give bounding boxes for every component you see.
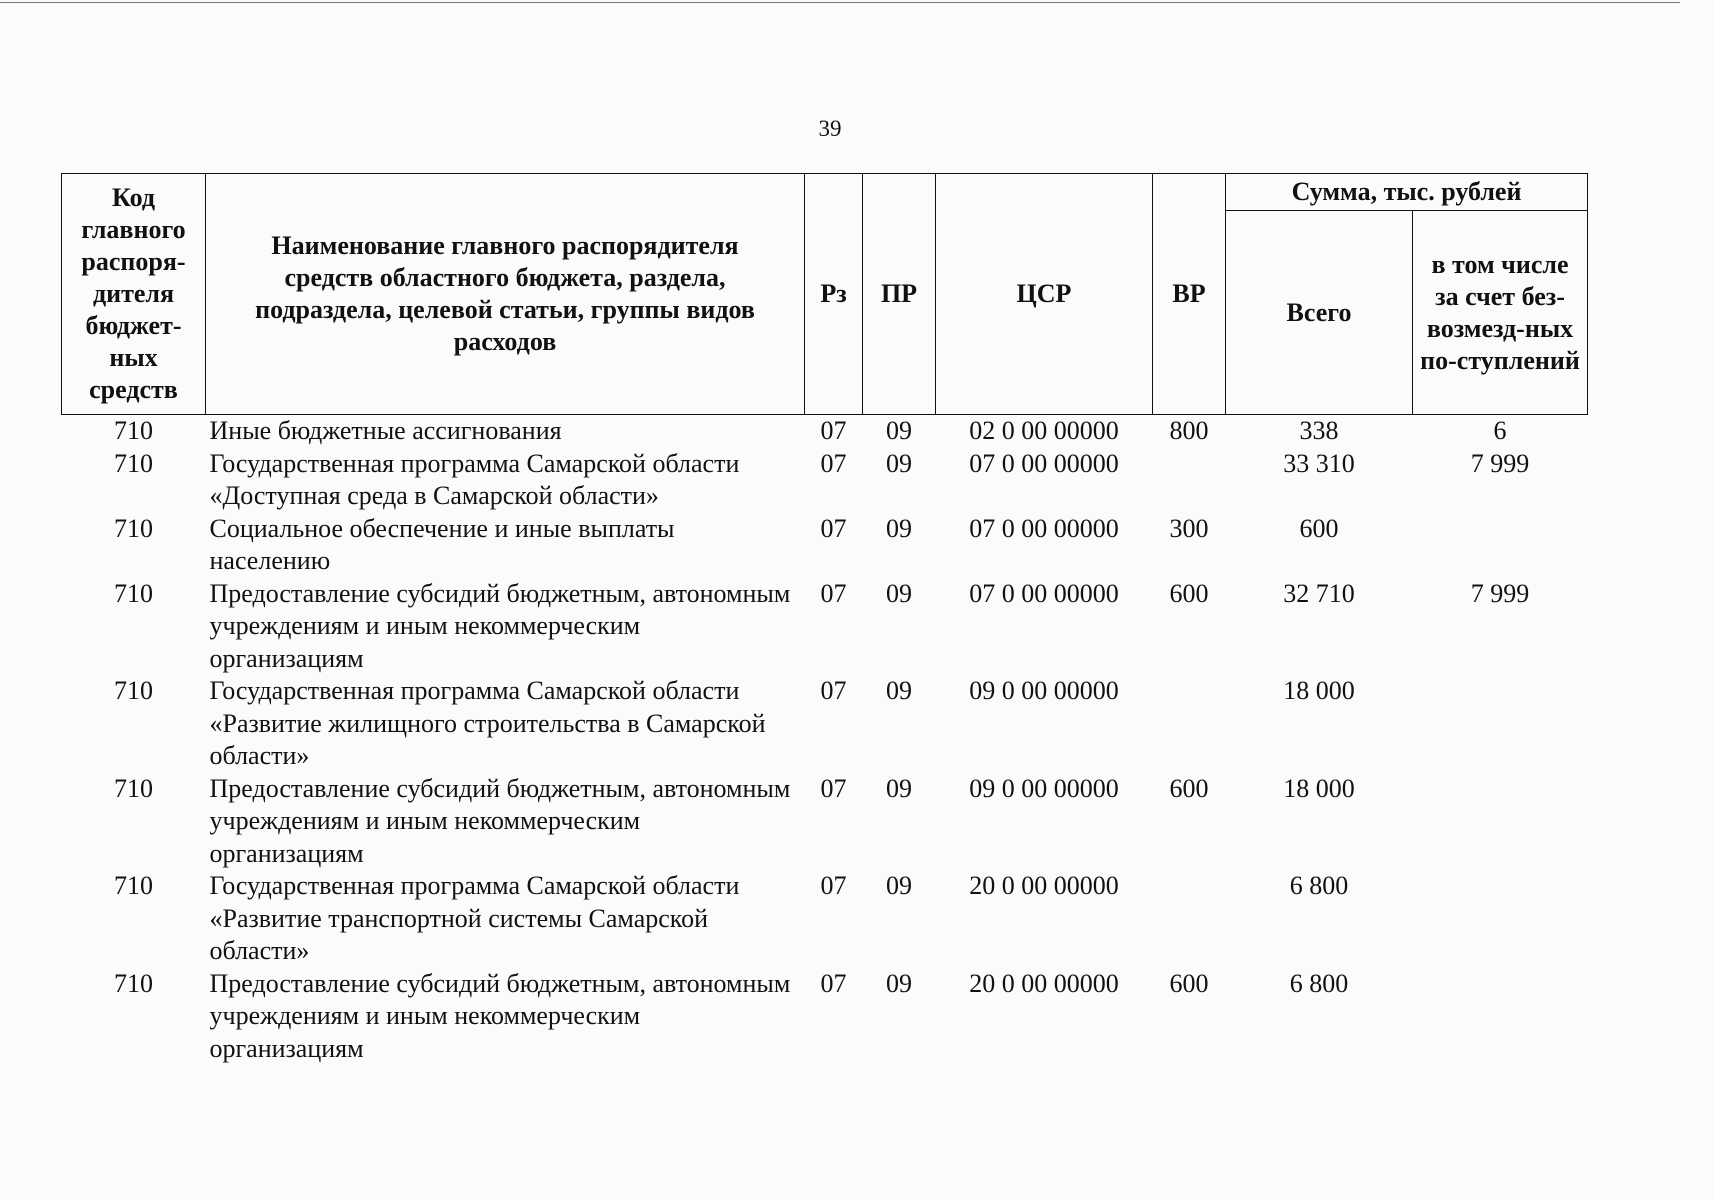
header-total: Всего	[1226, 211, 1413, 415]
row-total: 33 310	[1283, 448, 1355, 478]
row-name: Предоставление субсидий бюджетным, автономным учреждениям и иным некоммерческим организациям	[209, 773, 791, 868]
row-pr: 09	[886, 416, 912, 445]
row-code: 710	[114, 968, 153, 998]
row-vr: 600	[1169, 578, 1209, 608]
table-row	[62, 448, 1588, 513]
table-row	[62, 968, 1588, 1066]
row-rz: 07	[820, 513, 847, 543]
row-name: Предоставление субсидий бюджетным, автономным учреждениям и иным некоммерческим организациям	[209, 578, 791, 673]
row-code: 710	[114, 676, 153, 705]
row-total: 6 800	[1289, 871, 1349, 900]
row-pr: 09	[886, 871, 912, 900]
header-csr: ЦСР	[936, 174, 1153, 415]
row-total: 18 000	[1283, 676, 1355, 705]
row-name: Государственная программа Самарской области «Развитие жилищного строительства в Самарской области»	[209, 676, 766, 770]
header-free: в том числе за счет без-возмезд-ных по-ступлений	[1413, 211, 1588, 415]
row-csr: 07 0 00 00000	[969, 513, 1119, 543]
row-rz: 07	[820, 871, 847, 900]
row-csr: 09 0 00 00000	[969, 773, 1119, 803]
row-vr: 300	[1169, 513, 1209, 543]
top-rule	[0, 2, 1680, 3]
row-pr: 09	[886, 773, 912, 803]
row-free	[1413, 513, 1588, 578]
table-row	[62, 415, 1588, 448]
row-pr: 09	[886, 513, 912, 543]
row-rz: 07	[820, 676, 847, 705]
row-pr: 09	[886, 968, 912, 998]
row-free	[1413, 675, 1588, 773]
row-code: 710	[114, 773, 153, 803]
row-vr	[1153, 870, 1226, 968]
row-rz: 07	[820, 416, 847, 445]
table-row	[62, 675, 1588, 773]
header-name: Наименование главного распорядителя средств областного бюджета, раздела, подраздела, целевой статьи, группы видов расходов	[206, 174, 805, 415]
row-total: 18 000	[1283, 773, 1355, 803]
row-rz: 07	[820, 578, 847, 608]
row-csr: 20 0 00 00000	[969, 871, 1119, 900]
row-free	[1413, 870, 1588, 968]
page-number: 39	[818, 116, 842, 141]
row-total: 338	[1299, 416, 1339, 445]
table-body	[62, 415, 1588, 1066]
table-header	[62, 174, 1588, 415]
row-name: Социальное обеспечение и иные выплаты населению	[209, 513, 675, 575]
table-row	[62, 513, 1588, 578]
row-name: Предоставление субсидий бюджетным, автономным учреждениям и иным некоммерческим организациям	[209, 968, 791, 1063]
row-total: 6 800	[1289, 968, 1349, 998]
row-csr: 02 0 00 00000	[969, 416, 1119, 445]
row-free: 6	[1493, 416, 1507, 445]
row-csr: 20 0 00 00000	[969, 968, 1119, 998]
row-pr: 09	[886, 676, 912, 705]
row-rz: 07	[820, 773, 847, 803]
row-free: 7 999	[1470, 448, 1530, 478]
row-total: 600	[1299, 513, 1339, 543]
table-row	[62, 870, 1588, 968]
budget-table	[61, 173, 1588, 1065]
row-vr: 600	[1169, 773, 1209, 803]
row-rz: 07	[820, 448, 847, 478]
row-vr	[1153, 448, 1226, 513]
row-name: Иные бюджетные ассигнования	[209, 416, 562, 445]
header-sum: Сумма, тыс. рублей	[1226, 174, 1588, 211]
row-code: 710	[114, 448, 153, 478]
header-rz: Рз	[805, 174, 863, 415]
row-name: Государственная программа Самарской области «Развитие транспортной системы Самарской области»	[209, 871, 740, 965]
table-row	[62, 773, 1588, 871]
table-row	[62, 578, 1588, 676]
row-free: 7 999	[1470, 578, 1530, 608]
header-pr: ПР	[863, 174, 936, 415]
row-csr: 07 0 00 00000	[969, 448, 1119, 478]
row-vr: 600	[1169, 968, 1209, 998]
row-rz: 07	[820, 968, 847, 998]
row-free	[1413, 968, 1588, 1066]
row-csr: 09 0 00 00000	[969, 676, 1119, 705]
row-vr: 800	[1169, 416, 1209, 445]
row-csr: 07 0 00 00000	[969, 578, 1119, 608]
row-code: 710	[114, 513, 153, 543]
row-pr: 09	[886, 448, 912, 478]
row-code: 710	[114, 416, 153, 445]
header-code: Код главного распоря-дителя бюджет-ных средств	[62, 174, 206, 415]
row-vr	[1153, 675, 1226, 773]
row-code: 710	[114, 871, 153, 900]
header-vr: ВР	[1153, 174, 1226, 415]
row-pr: 09	[886, 578, 912, 608]
row-free	[1413, 773, 1588, 871]
row-code: 710	[114, 578, 153, 608]
row-total: 32 710	[1283, 578, 1355, 608]
row-name: Государственная программа Самарской области «Доступная среда в Самарской области»	[209, 448, 740, 510]
